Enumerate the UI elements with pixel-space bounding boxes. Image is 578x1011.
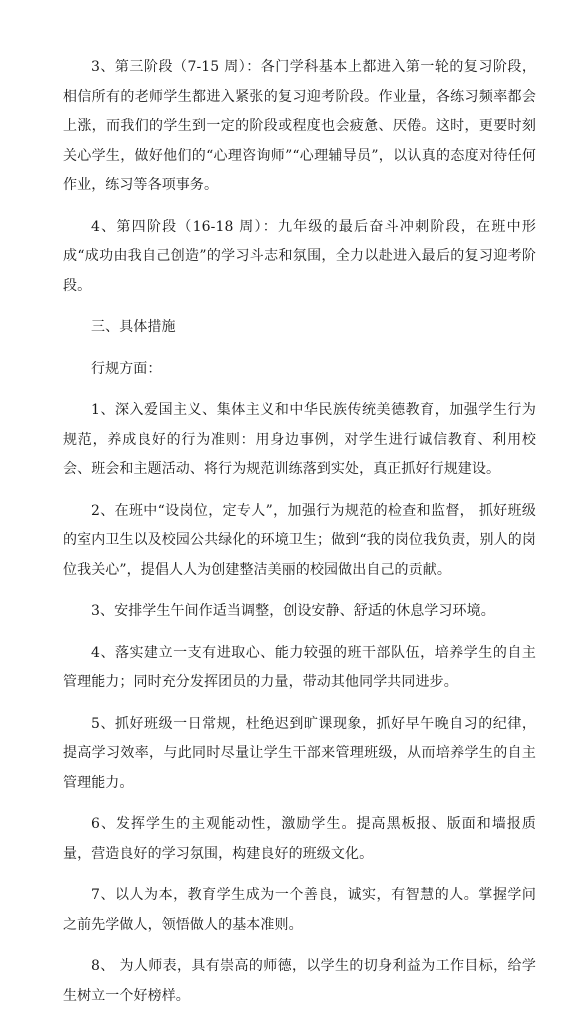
section-heading-measures: 三、具体措施: [91, 319, 176, 335]
paragraph-stage-3: 3、第三阶段（7-15 周）：各门学科基本上都进入第一轮的复习阶段，相信所有的老师学生都进入紧张的复习迎考阶段。作业量，各练习频率都会上涨，而我们的学生到一定的阶段或程度也会疲惫、厌倦。这时，更要时刻关心学生，做好他们的“心理咨询师”“心理辅导员”，以认真的态度对待任何作业，练习等各项事务。: [63, 59, 536, 193]
measure-item-5: 5、抓好班级一日常规，杜绝迟到旷课现象，抓好早午晚自习的纪律，提高学习效率，与此同时尽量让学生干部来管理班级，从而培养学生的自主管理能力。: [63, 715, 536, 791]
measure-item-2: 2、在班中“设岗位，定专人”，加强行为规范的检查和监督， 抓好班级的室内卫生以及校园公共绿化的环境卫生；做到“我的岗位我负责，别人的岗位我关心”，提倡人人为创建整洁美丽的校园做出自己的贡献。: [63, 502, 536, 578]
measure-item-3: 3、安排学生午间作适当调整，创设安静、舒适的休息学习环境。: [91, 603, 495, 619]
measure-item-4: 4、落实建立一支有进取心、能力较强的班干部队伍，培养学生的自主管理能力；同时充分发挥团员的力量，带动其他同学共同进步。: [63, 644, 536, 690]
measure-item-1: 1、深入爱国主义、集体主义和中华民族传统美德教育，加强学生行为规范，养成良好的行为准则：用身边事例，对学生进行诚信教育、利用校会、班会和主题活动、将行为规范训练落到实处，真正抓好行规建设。: [63, 402, 536, 477]
subheading-conduct: 行规方面：: [91, 360, 162, 377]
measure-item-7: 7、以人为本，教育学生成为一个善良，诚实，有智慧的人。掌握学问之前先学做人，领悟做人的基本准则。: [63, 887, 536, 933]
measure-item-6: 6、发挥学生的主观能动性，激励学生。提高黑板报、版面和墙报质量，营造良好的学习氛围，构建良好的班级文化。: [63, 816, 536, 862]
measure-item-8: 8、 为人师表，具有崇高的师德，以学生的切身利益为工作目标，给学生树立一个好榜样。: [63, 958, 536, 1004]
paragraph-stage-4: 4、第四阶段（16-18 周）：九年级的最后奋斗冲刺阶段，在班中形成“成功由我自己创造”的学习斗志和氛围，全力以赴进入最后的复习迎考阶段。: [63, 218, 536, 294]
